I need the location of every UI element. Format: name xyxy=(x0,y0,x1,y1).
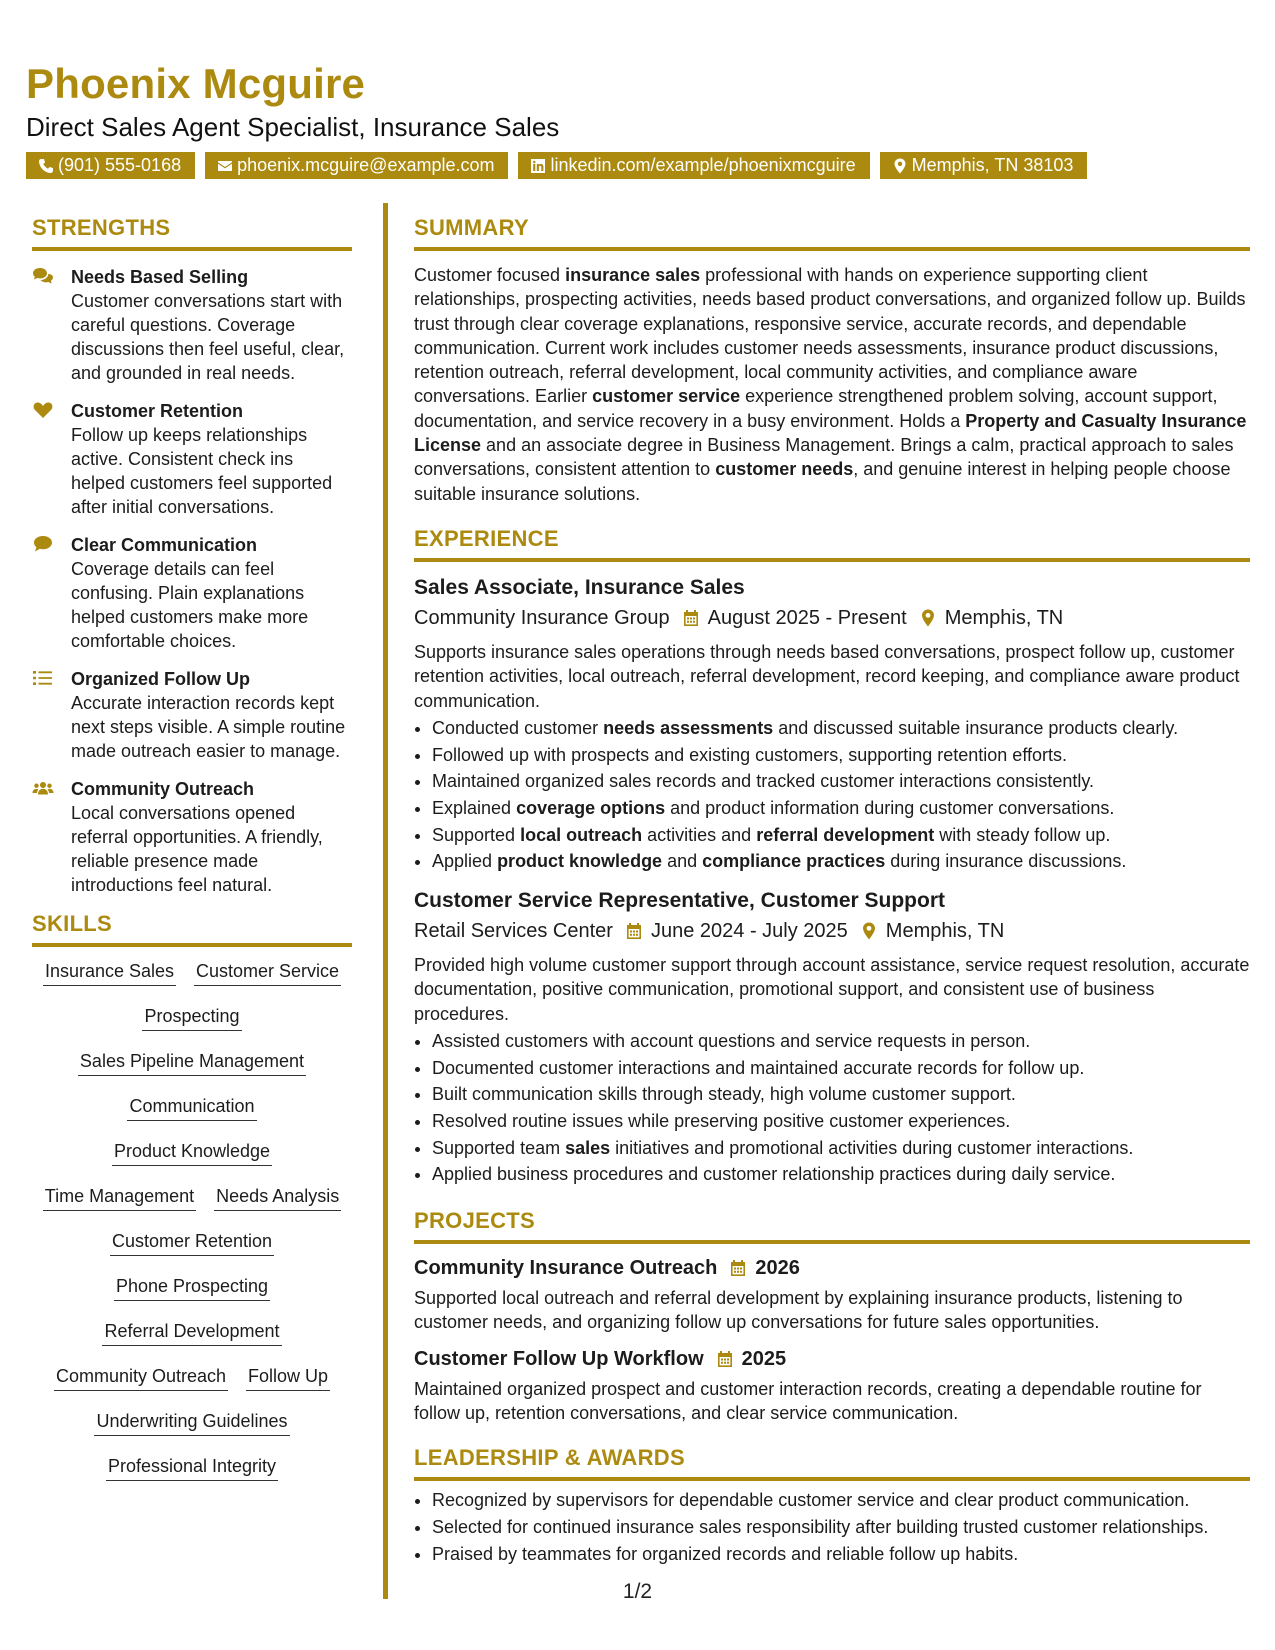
skill-row xyxy=(32,1094,352,1139)
text-run: Conducted customer xyxy=(432,717,604,738)
skills-list xyxy=(32,959,352,1499)
emphasis-text: customer service xyxy=(592,386,741,407)
bullet-item xyxy=(432,768,1250,795)
skill-tag: Prospecting xyxy=(142,1004,241,1031)
skill-row xyxy=(32,1454,352,1499)
skill-tag: Customer Service xyxy=(194,959,341,986)
project-entry xyxy=(414,1254,1250,1335)
strength-title: Clear Communication xyxy=(71,535,258,555)
project-year: 2025 xyxy=(741,1347,787,1370)
strength-title: Customer Retention xyxy=(71,401,244,421)
job-bullets xyxy=(414,715,1250,875)
text-run: Documented customer interactions and maintained accurate records for follow up. xyxy=(432,1057,1085,1078)
linkedin-icon xyxy=(530,158,546,174)
skill-tag: Customer Retention xyxy=(110,1229,274,1256)
skill-row xyxy=(32,1004,352,1049)
bullet-item xyxy=(432,1161,1250,1188)
skill-tag: Needs Analysis xyxy=(214,1184,341,1211)
job-meta xyxy=(414,604,1250,632)
text-run: and discussed suitable insurance products clearly. xyxy=(773,717,1179,738)
strength-description: Local conversations opened referral opportunities. A friendly, reliable presence made introductions feel natural. xyxy=(71,803,323,895)
calendar-icon xyxy=(625,922,643,940)
job-entry xyxy=(414,574,1250,875)
job-title: Sales Associate, Insurance Sales xyxy=(414,575,745,599)
projects-list xyxy=(414,1254,1250,1425)
candidate-name: Phoenix Mcguire xyxy=(26,60,366,107)
project-description: Maintained organized prospect and customer interaction records, creating a dependable routine for follow up, retention conversations, and clear service communication. xyxy=(414,1378,1202,1424)
job-title: Customer Service Representative, Customer Support xyxy=(414,889,945,913)
strength-item xyxy=(32,667,352,763)
emphasis-text: customer needs xyxy=(715,459,854,480)
text-run: and product information during customer conversations. xyxy=(665,797,1115,818)
contact-email[interactable] xyxy=(205,152,508,179)
users-icon xyxy=(32,779,54,797)
contact-location-text: Memphis, TN 38103 xyxy=(911,155,1074,175)
text-run: Customer focused xyxy=(414,265,566,285)
text-run: Applied xyxy=(432,851,498,872)
calendar-icon xyxy=(729,1259,747,1277)
strength-item xyxy=(32,777,352,897)
text-run: Supported team xyxy=(432,1137,566,1158)
contact-phone[interactable] xyxy=(26,152,195,179)
bullet-item xyxy=(432,742,1250,769)
right-column xyxy=(414,215,1250,1567)
text-run: , and genuine interest in helping people choose suitable insurance solutions. xyxy=(414,459,1231,504)
job-bullets xyxy=(414,1028,1250,1188)
project-entry xyxy=(414,1345,1250,1426)
skill-row xyxy=(32,1229,352,1274)
skill-tag: Underwriting Guidelines xyxy=(94,1409,289,1436)
emphasis-text: compliance practices xyxy=(702,851,886,872)
text-run: Followed up with prospects and existing customers, supporting retention efforts. xyxy=(432,744,1068,765)
emphasis-text: referral development xyxy=(756,824,935,845)
skill-tag: Referral Development xyxy=(102,1319,281,1346)
job-dates: June 2024 - July 2025 xyxy=(650,920,848,943)
strength-item xyxy=(32,265,352,385)
calendar-icon xyxy=(716,1350,734,1368)
project-description: Supported local outreach and referral development by explaining insurance products, listening to customer needs, and organizing follow up conversations for future sales opportunities. xyxy=(414,1288,1183,1333)
bullet-item xyxy=(432,715,1250,742)
skill-row xyxy=(32,1139,352,1184)
skill-tag: Follow Up xyxy=(246,1364,330,1391)
job-entry xyxy=(414,887,1250,1188)
summary-heading: SUMMARY xyxy=(414,215,1250,251)
text-run: and an associate degree in Business Management. Brings a calm, practical approach to sales conversations, consistent attention to xyxy=(414,435,1234,480)
projects-heading: PROJECTS xyxy=(414,1208,1250,1244)
skill-row xyxy=(32,1184,352,1229)
award-item: • Praised by teammates for organized records and reliable follow up habits. xyxy=(432,1541,1250,1568)
project-title: Community Insurance Outreach xyxy=(414,1257,718,1280)
job-location: Memphis, TN xyxy=(944,606,1064,629)
text-run: with steady follow up. xyxy=(934,824,1111,845)
project-header xyxy=(414,1345,1250,1373)
page-number: 1/2 xyxy=(622,1580,653,1603)
bullet-item xyxy=(432,1108,1250,1135)
phone-icon xyxy=(38,158,54,174)
job-description: Provided high volume customer support through account assistance, service request resolution, accurate documentation, positive communication, promotional support, and consistent use of business procedures. xyxy=(414,955,1250,1024)
list-icon xyxy=(32,669,54,687)
contact-email-text: phoenix.mcguire@example.com xyxy=(237,155,495,175)
text-run: Maintained organized sales records and tracked customer interactions consistently. xyxy=(432,771,1095,792)
text-run: professional with hands on experience supporting client relationships, prospecting activities, needs based product conversations, and organized follow up. Builds trust through clear coverage explanations, responsive service, accurate records, and dependable communication. Current work includes customer needs assessments, insurance product discussions, retention outreach, referral development, local community activities, and compliance aware conversations. Earlier xyxy=(414,265,1246,407)
experience-list xyxy=(414,574,1250,1188)
summary-text xyxy=(414,263,1250,506)
skill-row xyxy=(32,1049,352,1094)
text-run: during insurance discussions. xyxy=(885,851,1127,872)
strength-description: Customer conversations start with careful questions. Coverage discussions then feel useful, clear, and grounded in real needs. xyxy=(71,291,345,383)
award-item: • Recognized by supervisors for dependable customer service and clear product communication. xyxy=(432,1487,1250,1514)
skill-tag: Insurance Sales xyxy=(43,959,176,986)
emphasis-text: needs assessments xyxy=(603,717,774,738)
candidate-title: Direct Sales Agent Specialist, Insurance Sales xyxy=(26,112,560,142)
strengths-list xyxy=(32,265,352,897)
emphasis-text: sales xyxy=(565,1137,611,1158)
skill-tag: Phone Prospecting xyxy=(114,1274,270,1301)
strength-description: Accurate interaction records kept next steps visible. A simple routine made outreach easier to manage. xyxy=(71,693,346,761)
text-run: Assisted customers with account questions and service requests in person. xyxy=(432,1030,1031,1051)
contact-linkedin[interactable] xyxy=(518,152,869,179)
text-run: Supported xyxy=(432,824,521,845)
emphasis-text: insurance sales xyxy=(565,265,701,285)
comments-icon xyxy=(32,267,54,285)
map-pin-icon xyxy=(892,158,908,174)
strength-title: Community Outreach xyxy=(71,779,255,799)
strength-item xyxy=(32,399,352,519)
strength-description: Follow up keeps relationships active. Consistent check ins helped customers feel supported after initial conversations. xyxy=(71,425,333,517)
skill-tag: Product Knowledge xyxy=(112,1139,272,1166)
skill-row xyxy=(32,1364,352,1409)
text-run: experience strengthened problem solving, account support, documentation, and service recovery in a busy environment. Holds a xyxy=(414,386,1218,431)
contact-linkedin-text: linkedin.com/example/phoenixmcguire xyxy=(550,155,856,175)
strength-description: Coverage details can feel confusing. Plain explanations helped customers make more comfortable choices. xyxy=(71,559,309,651)
job-meta xyxy=(414,917,1250,945)
bullet-item xyxy=(432,1028,1250,1055)
contact-location xyxy=(880,152,1088,179)
award-item: • Selected for continued insurance sales responsibility after building trusted customer relationships. xyxy=(432,1514,1250,1541)
text-run: Explained xyxy=(432,797,517,818)
job-location: Memphis, TN xyxy=(885,920,1005,943)
text-run: Resolved routine issues while preserving positive customer experiences. xyxy=(432,1111,1011,1132)
project-header xyxy=(414,1254,1250,1282)
bullet-item xyxy=(432,822,1250,849)
job-company: Community Insurance Group xyxy=(414,606,670,629)
skill-tag: Time Management xyxy=(43,1184,196,1211)
column-divider xyxy=(383,203,388,1599)
envelope-icon xyxy=(217,158,233,174)
skill-tag: Communication xyxy=(127,1094,256,1121)
text-run: and xyxy=(662,851,703,872)
project-title: Customer Follow Up Workflow xyxy=(414,1347,704,1370)
skills-heading: SKILLS xyxy=(32,911,352,947)
emphasis-text: coverage options xyxy=(516,797,666,818)
contact-bar xyxy=(26,152,1087,179)
bullet-item xyxy=(432,1055,1250,1082)
job-company: Retail Services Center xyxy=(414,920,613,943)
skill-row xyxy=(32,1319,352,1364)
bullet-item xyxy=(432,795,1250,822)
heart-icon xyxy=(32,401,54,419)
skill-tag: Sales Pipeline Management xyxy=(78,1049,306,1076)
comment-icon xyxy=(32,535,54,553)
leadership-heading: LEADERSHIP & AWARDS xyxy=(414,1445,1250,1481)
bullet-item xyxy=(432,1135,1250,1162)
skill-tag: Professional Integrity xyxy=(106,1454,278,1481)
strength-title: Needs Based Selling xyxy=(71,267,249,287)
strength-title: Organized Follow Up xyxy=(71,669,250,689)
emphasis-text: product knowledge xyxy=(497,851,663,872)
job-description: Supports insurance sales operations through needs based conversations, prospect follow up, customer retention activities, local outreach, referral development, record keeping, and compliance aware product communication. xyxy=(414,641,1240,711)
skill-row xyxy=(32,1409,352,1454)
map-pin-icon xyxy=(860,922,878,940)
map-pin-icon xyxy=(919,609,937,627)
bullet-item xyxy=(432,848,1250,875)
job-dates: August 2025 - Present xyxy=(707,606,907,629)
skill-row xyxy=(32,1274,352,1319)
text-run: Built communication skills through steady, high volume customer support. xyxy=(432,1084,1016,1105)
bullet-item xyxy=(432,1081,1250,1108)
project-year: 2026 xyxy=(755,1257,800,1280)
text-run: Applied business procedures and customer relationship practices during daily service. xyxy=(432,1164,1116,1185)
calendar-icon xyxy=(682,609,700,627)
strengths-heading: STRENGTHS xyxy=(32,215,352,251)
skill-row xyxy=(32,959,352,1004)
experience-heading: EXPERIENCE xyxy=(414,526,1250,562)
skill-tag: Community Outreach xyxy=(54,1364,228,1391)
text-run: initiatives and promotional activities during customer interactions. xyxy=(610,1137,1134,1158)
emphasis-text: local outreach xyxy=(520,824,643,845)
strength-item xyxy=(32,533,352,653)
emphasis-text: Property and Casualty Insurance License xyxy=(414,410,1247,456)
leadership-list xyxy=(414,1487,1250,1567)
contact-phone-text: (901) 555-0168 xyxy=(58,155,182,175)
left-column xyxy=(32,215,352,1499)
text-run: activities and xyxy=(642,824,757,845)
